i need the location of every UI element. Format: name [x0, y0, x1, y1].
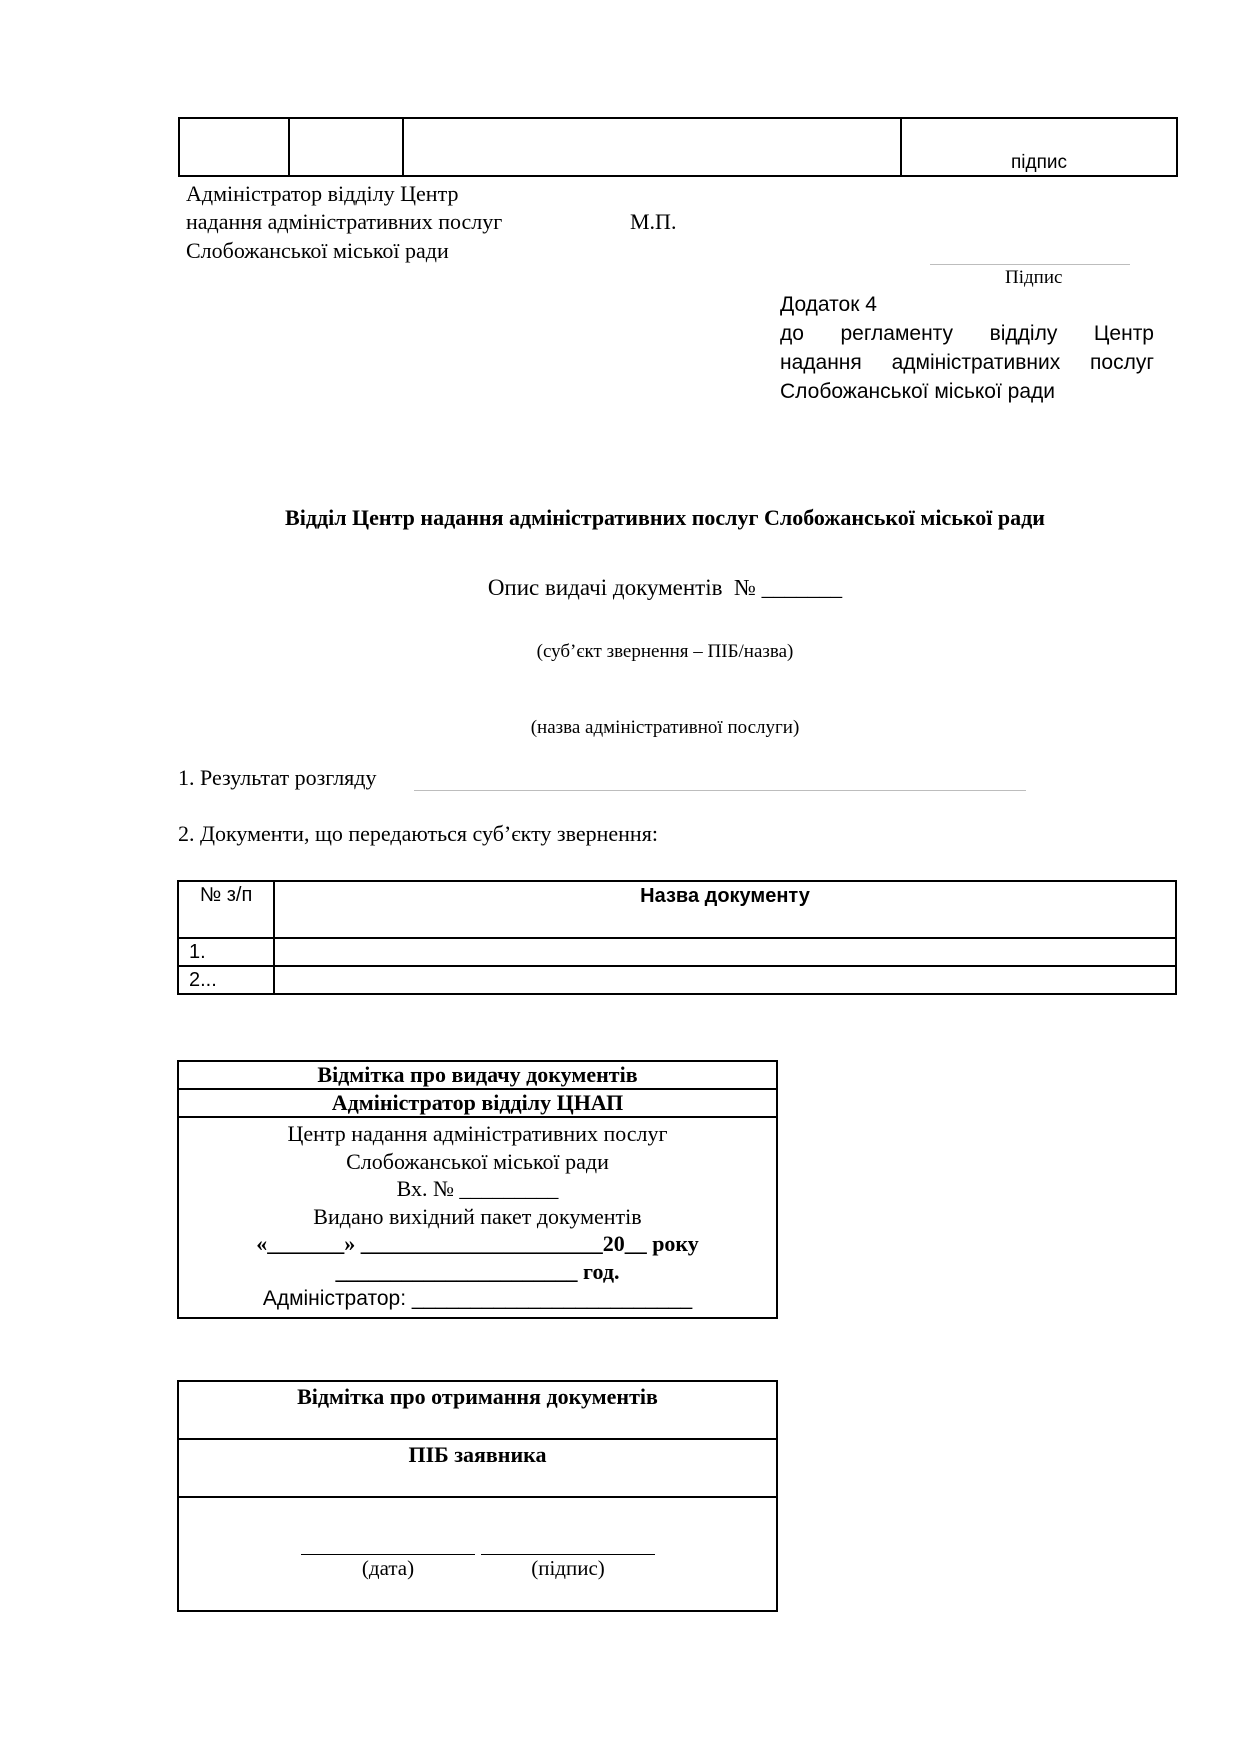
result-item: 1. Результат розгляду — [178, 765, 377, 790]
subject-caption: (суб’єкт звернення – ПІБ/назва) — [536, 641, 794, 662]
signature-line — [481, 1554, 655, 1555]
appendix-line-1: до регламенту відділу Центр — [780, 322, 1154, 345]
top-table-cell — [403, 118, 901, 176]
issue-line-council: Слобожанської міської ради — [346, 1148, 609, 1174]
signature-caption: Підпис — [1005, 267, 1063, 288]
applicant-name-cell — [178, 1439, 777, 1497]
appendix-line-2: надання адміністративних послуг — [780, 351, 1154, 374]
row-name — [274, 938, 1176, 966]
table-row — [178, 966, 1176, 994]
documents-table — [177, 880, 1177, 995]
administrator-line-1: Адміністратор відділу Центр — [186, 181, 459, 206]
administrator-line-2: надання адміністративних послуг — [186, 209, 503, 234]
receipt-mark-title-cell — [178, 1381, 777, 1439]
issue-line-incoming: Вх. № _________ — [396, 1176, 559, 1201]
issue-mark-title: Відмітка про видачу документів — [317, 1062, 638, 1087]
inventory-number: № _______ — [733, 575, 843, 600]
row-number: 1. — [178, 938, 274, 966]
stamp-mark: М.П. — [630, 209, 677, 234]
col-number-label: № з/п — [199, 884, 253, 906]
issue-mark-title-cell — [178, 1061, 777, 1089]
row-number: 2... — [178, 966, 274, 994]
top-table-cell — [179, 118, 289, 176]
receipt-mark-title: Відмітка про отримання документів — [297, 1384, 658, 1409]
date-caption: (дата) — [361, 1556, 415, 1580]
appendix-line-3: Слобожанської міської ради — [780, 380, 1055, 403]
issue-mark-body — [178, 1117, 777, 1318]
issue-line-date: «_______» ______________________20__ року — [256, 1231, 699, 1256]
receipt-signature-caption: (підпис) — [531, 1556, 605, 1580]
issue-line-time: ______________________ год. — [335, 1258, 620, 1284]
receipt-mark-box — [177, 1380, 778, 1612]
administrator-line-3: Слобожанської міської ради — [186, 238, 449, 263]
inventory-label: Опис видачі документів — [487, 575, 723, 600]
top-table-cell — [289, 118, 403, 176]
top-table-signature-cell — [901, 118, 1177, 176]
documents-item: 2. Документи, що передаються суб’єкту звернення: — [178, 821, 658, 846]
signature-label: підпис — [1011, 152, 1067, 173]
issue-line-administrator: Адміністратор: ________________________ — [262, 1287, 693, 1310]
top-signature-table — [178, 117, 1178, 177]
result-line — [414, 790, 1026, 791]
row-name — [274, 966, 1176, 994]
table-row — [178, 938, 1176, 966]
col-number-header — [178, 881, 274, 938]
issue-line-issued: Видано вихідний пакет документів — [313, 1203, 642, 1229]
service-caption: (назва адміністративної послуги) — [530, 717, 800, 738]
applicant-name-label: ПІБ заявника — [408, 1442, 547, 1467]
appendix-title: Додаток 4 — [780, 293, 877, 316]
appendix-block — [780, 290, 1154, 406]
date-line — [301, 1554, 475, 1555]
col-name-header — [274, 881, 1176, 938]
col-name-label: Назва документу — [640, 885, 810, 907]
issue-line-center: Центр надання адміністративних послуг — [287, 1121, 668, 1146]
signature-line — [930, 264, 1130, 265]
page-heading: Відділ Центр надання адміністративних послуг Слобожанської міської ради — [285, 505, 1045, 530]
receipt-signature-cell — [178, 1497, 777, 1611]
issue-mark-subtitle: Адміністратор відділу ЦНАП — [331, 1090, 624, 1115]
issue-mark-box — [177, 1060, 778, 1319]
signature-underline — [1158, 175, 1178, 177]
issue-mark-subtitle-cell — [178, 1089, 777, 1117]
inventory-title — [0, 574, 1240, 602]
